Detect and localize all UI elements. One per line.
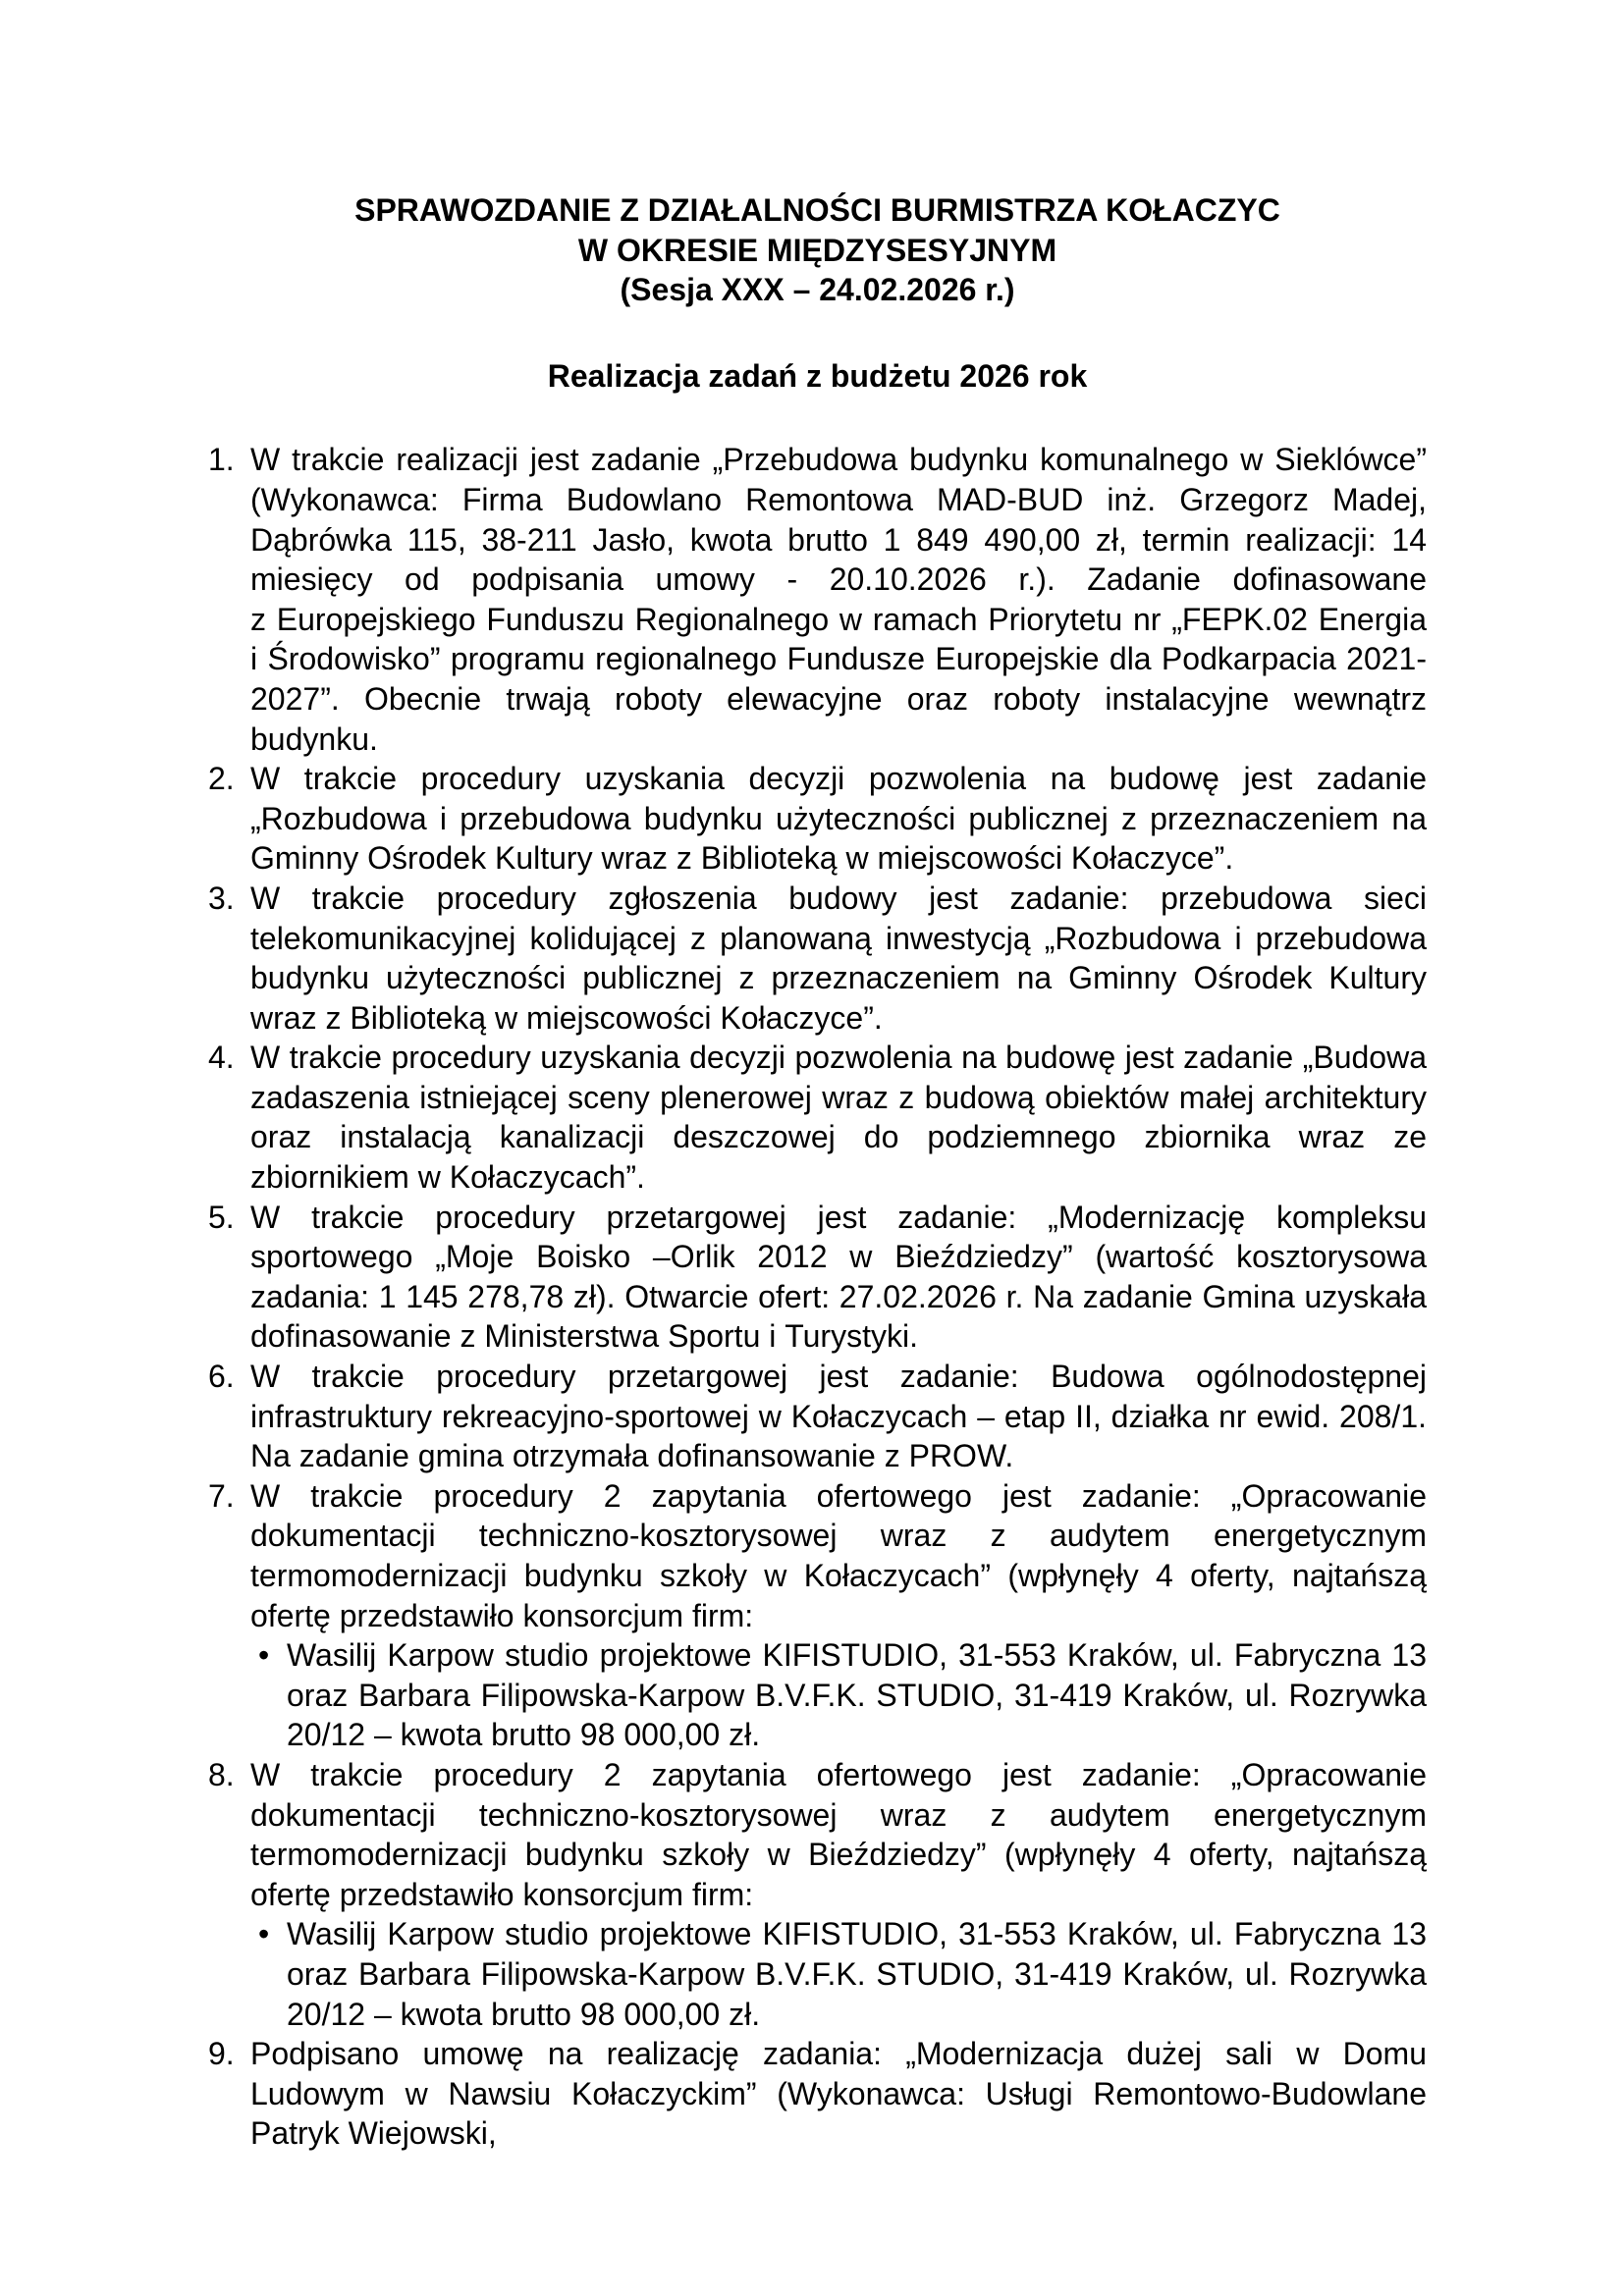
section-heading: Realizacja zadań z budżetu 2026 rok	[547, 357, 1088, 394]
list-item	[208, 1755, 1427, 2034]
list-item	[208, 440, 1427, 759]
list-item	[208, 1198, 1427, 1357]
list-item-text: W trakcie procedury 2 zapytania ofertowego jest zadanie: „Opracowanie dokumentacji techniczno-kosztorysowej wraz z audytem energetycznym termomodernizacji budynku szkoły w Bieździedzy” (wpłynęły 4 oferty, najtańszą ofertę przedstawiło konsorcjum firm:	[250, 1756, 1427, 1912]
document-title-line-2: W OKRESIE MIĘDZYSESYJNYM	[577, 232, 1057, 268]
list-item-text: W trakcie procedury przetargowej jest zadanie: Budowa ogólnodostępnej infrastruktury rekreacyjno-sportowej w Kołaczycach – etap II, działka nr ewid. 208/1. Na zadanie gmina otrzymała dofinansowanie z PROW.	[250, 1359, 1427, 1474]
list-item-text: W trakcie procedury przetargowej jest zadanie: „Modernizację kompleksu sportowego „Moje Boisko –Orlik 2012 w Bieździedzy” (wartość kosztorysowa zadania: 1 145 278,78 zł). Otwarcie ofert: 27.02.2026 r. Na zadanie Gmina uzyskała dofinasowanie z Ministerstwa Sportu i Turystyki.	[250, 1199, 1427, 1355]
list-item	[208, 1357, 1427, 1476]
bullet-list	[250, 1635, 1427, 1755]
bullet-list	[250, 1914, 1427, 2034]
list-item-number: 4.	[208, 1040, 235, 1076]
list-item-number: 7.	[208, 1477, 235, 1514]
list-item-text: W trakcie procedury zgłoszenia budowy jest zadanie: przebudowa sieci telekomunikacyjnej kolidującej z planowaną inwestycją „Rozbudowa i przebudowa budynku użyteczności publicznej z przeznaczeniem na Gminny Ośrodek Kultury wraz z Biblioteką w miejscowości Kołaczyce”.	[250, 880, 1427, 1036]
list-item-number: 3.	[208, 880, 235, 916]
list-item	[208, 759, 1427, 879]
list-item-number: 1.	[208, 442, 235, 478]
list-item-text: W trakcie realizacji jest zadanie „Przebudowa budynku komunalnego w Sieklówce” (Wykonawca: Firma Budowlano Remontowa MAD-BUD inż. Grzegorz Madej, Dąbrówka 115, 38-211 Jasło, kwota brutto 1 849 490,00 zł, termin realizacji: 14 miesięcy od podpisania umowy - 20.10.2026 r.). Zadanie dofinasowane z Europejskiego Funduszu Regionalnego w ramach Priorytetu nr „FEPK.02 Energia i Środowisko” programu regionalnego Fundusze Europejskie dla Podkarpacia 2021-2027”. Obecnie trwają roboty elewacyjne oraz roboty instalacyjne wewnątrz budynku.	[250, 442, 1427, 757]
bullet-icon: •	[258, 1637, 270, 1674]
list-item-number: 6.	[208, 1359, 235, 1395]
bullet-icon: •	[258, 1916, 270, 1952]
bullet-item	[250, 1914, 1427, 2034]
list-item	[208, 879, 1427, 1038]
list-item-number: 5.	[208, 1199, 235, 1235]
list-item-text: W trakcie procedury uzyskania decyzji pozwolenia na budowę jest zadanie „Rozbudowa i przebudowa budynku użyteczności publicznej z przeznaczeniem na Gminny Ośrodek Kultury wraz z Biblioteką w miejscowości Kołaczyce”.	[250, 761, 1427, 877]
document-title-line-1: SPRAWOZDANIE Z DZIAŁALNOŚCI BURMISTRZA KOŁACZYC	[354, 192, 1280, 228]
list-item-number: 9.	[208, 2036, 235, 2072]
bullet-item-text: Wasilij Karpow studio projektowe KIFISTUDIO, 31-553 Kraków, ul. Fabryczna 13 oraz Barbara Filipowska-Karpow B.V.F.K. STUDIO, 31-419 Kraków, ul. Rozrywka 20/12 – kwota brutto 98 000,00 zł.	[287, 1916, 1427, 2032]
document-header	[208, 190, 1427, 310]
task-list	[208, 440, 1427, 2154]
list-item-text: W trakcie procedury uzyskania decyzji pozwolenia na budowę jest zadanie „Budowa zadaszenia istniejącej sceny plenerowej wraz z budową obiektów małej architektury oraz instalacją kanalizacji deszczowej do podziemnego zbiornika wraz ze zbiornikiem w Kołaczycach”.	[250, 1040, 1427, 1196]
list-item-text: Podpisano umowę na realizację zadania: „Modernizacja dużej sali w Domu Ludowym w Nawsiu Kołaczyckim” (Wykonawca: Usługi Remontowo-Budowlane Patryk Wiejowski,	[250, 2036, 1427, 2152]
list-item	[208, 2034, 1427, 2154]
list-item-text: W trakcie procedury 2 zapytania ofertowego jest zadanie: „Opracowanie dokumentacji techniczno-kosztorysowej wraz z audytem energetycznym termomodernizacji budynku szkoły w Kołaczycach” (wpłynęły 4 oferty, najtańszą ofertę przedstawiło konsorcjum firm:	[250, 1477, 1427, 1633]
bullet-item	[250, 1635, 1427, 1755]
list-item-number: 2.	[208, 761, 235, 797]
list-item	[208, 1476, 1427, 1755]
list-item	[208, 1038, 1427, 1197]
bullet-item-text: Wasilij Karpow studio projektowe KIFISTUDIO, 31-553 Kraków, ul. Fabryczna 13 oraz Barbara Filipowska-Karpow B.V.F.K. STUDIO, 31-419 Kraków, ul. Rozrywka 20/12 – kwota brutto 98 000,00 zł.	[287, 1637, 1427, 1753]
list-item-number: 8.	[208, 1756, 235, 1792]
document-title-line-3: (Sesja XXX – 24.02.2026 r.)	[620, 272, 1015, 308]
